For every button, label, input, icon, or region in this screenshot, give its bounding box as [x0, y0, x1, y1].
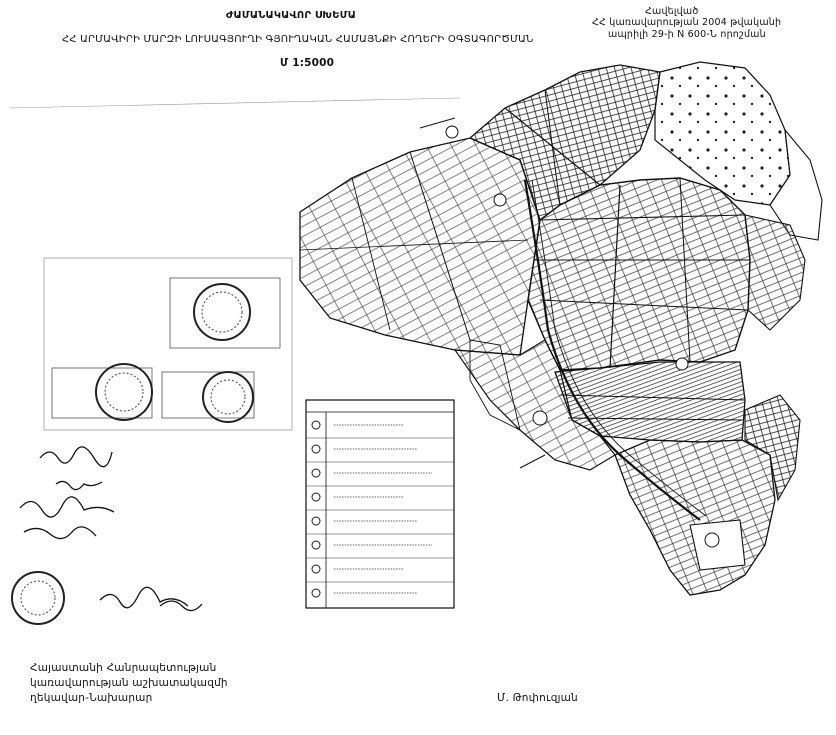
handwritten-signatures: [20, 447, 202, 611]
map-scale: Մ 1:5000: [280, 57, 335, 69]
stamp-block: [44, 258, 292, 430]
approval-line-2: ՀՀ կառավարության 2004 թվականի: [592, 17, 782, 28]
approval-line-1: Հավելված: [645, 6, 699, 17]
signatory-line-1: Հայաստանի Հանրապետության: [30, 662, 217, 674]
signatory-line-2: կառավարության աշխատակազմի: [30, 677, 228, 689]
scan-edge: [10, 98, 460, 108]
map-title: ԺԱՄԱՆԱԿԱՎՈՐ ՍԽԵՄԱ: [226, 10, 357, 21]
approval-line-3: ապրիլի 29-ի N 600-Ն որոշման: [608, 29, 766, 40]
western-field-zone: [300, 138, 540, 355]
map-subtitle: ՀՀ ԱՐՄԱՎԻՐԻ ՄԱՐԶԻ ԼՈՒՍԱԳՅՈՒՂԻ ԳՅՈՒՂԱԿԱՆ ՀԱՄԱՅՆՔԻ ՀՈՂԵՐԻ ՕԳՏԱԳՈՐԾՄԱՆ: [62, 34, 534, 45]
central-residential-grid: [528, 178, 805, 370]
signatory-line-3: ղեկավար-Նախարար: [30, 692, 153, 704]
legend-table: [306, 400, 454, 608]
seal-stamp-4: [12, 572, 64, 624]
signatory-name: Մ. Թոփուզյան: [497, 692, 578, 704]
seal-stamp-2: [96, 364, 152, 420]
